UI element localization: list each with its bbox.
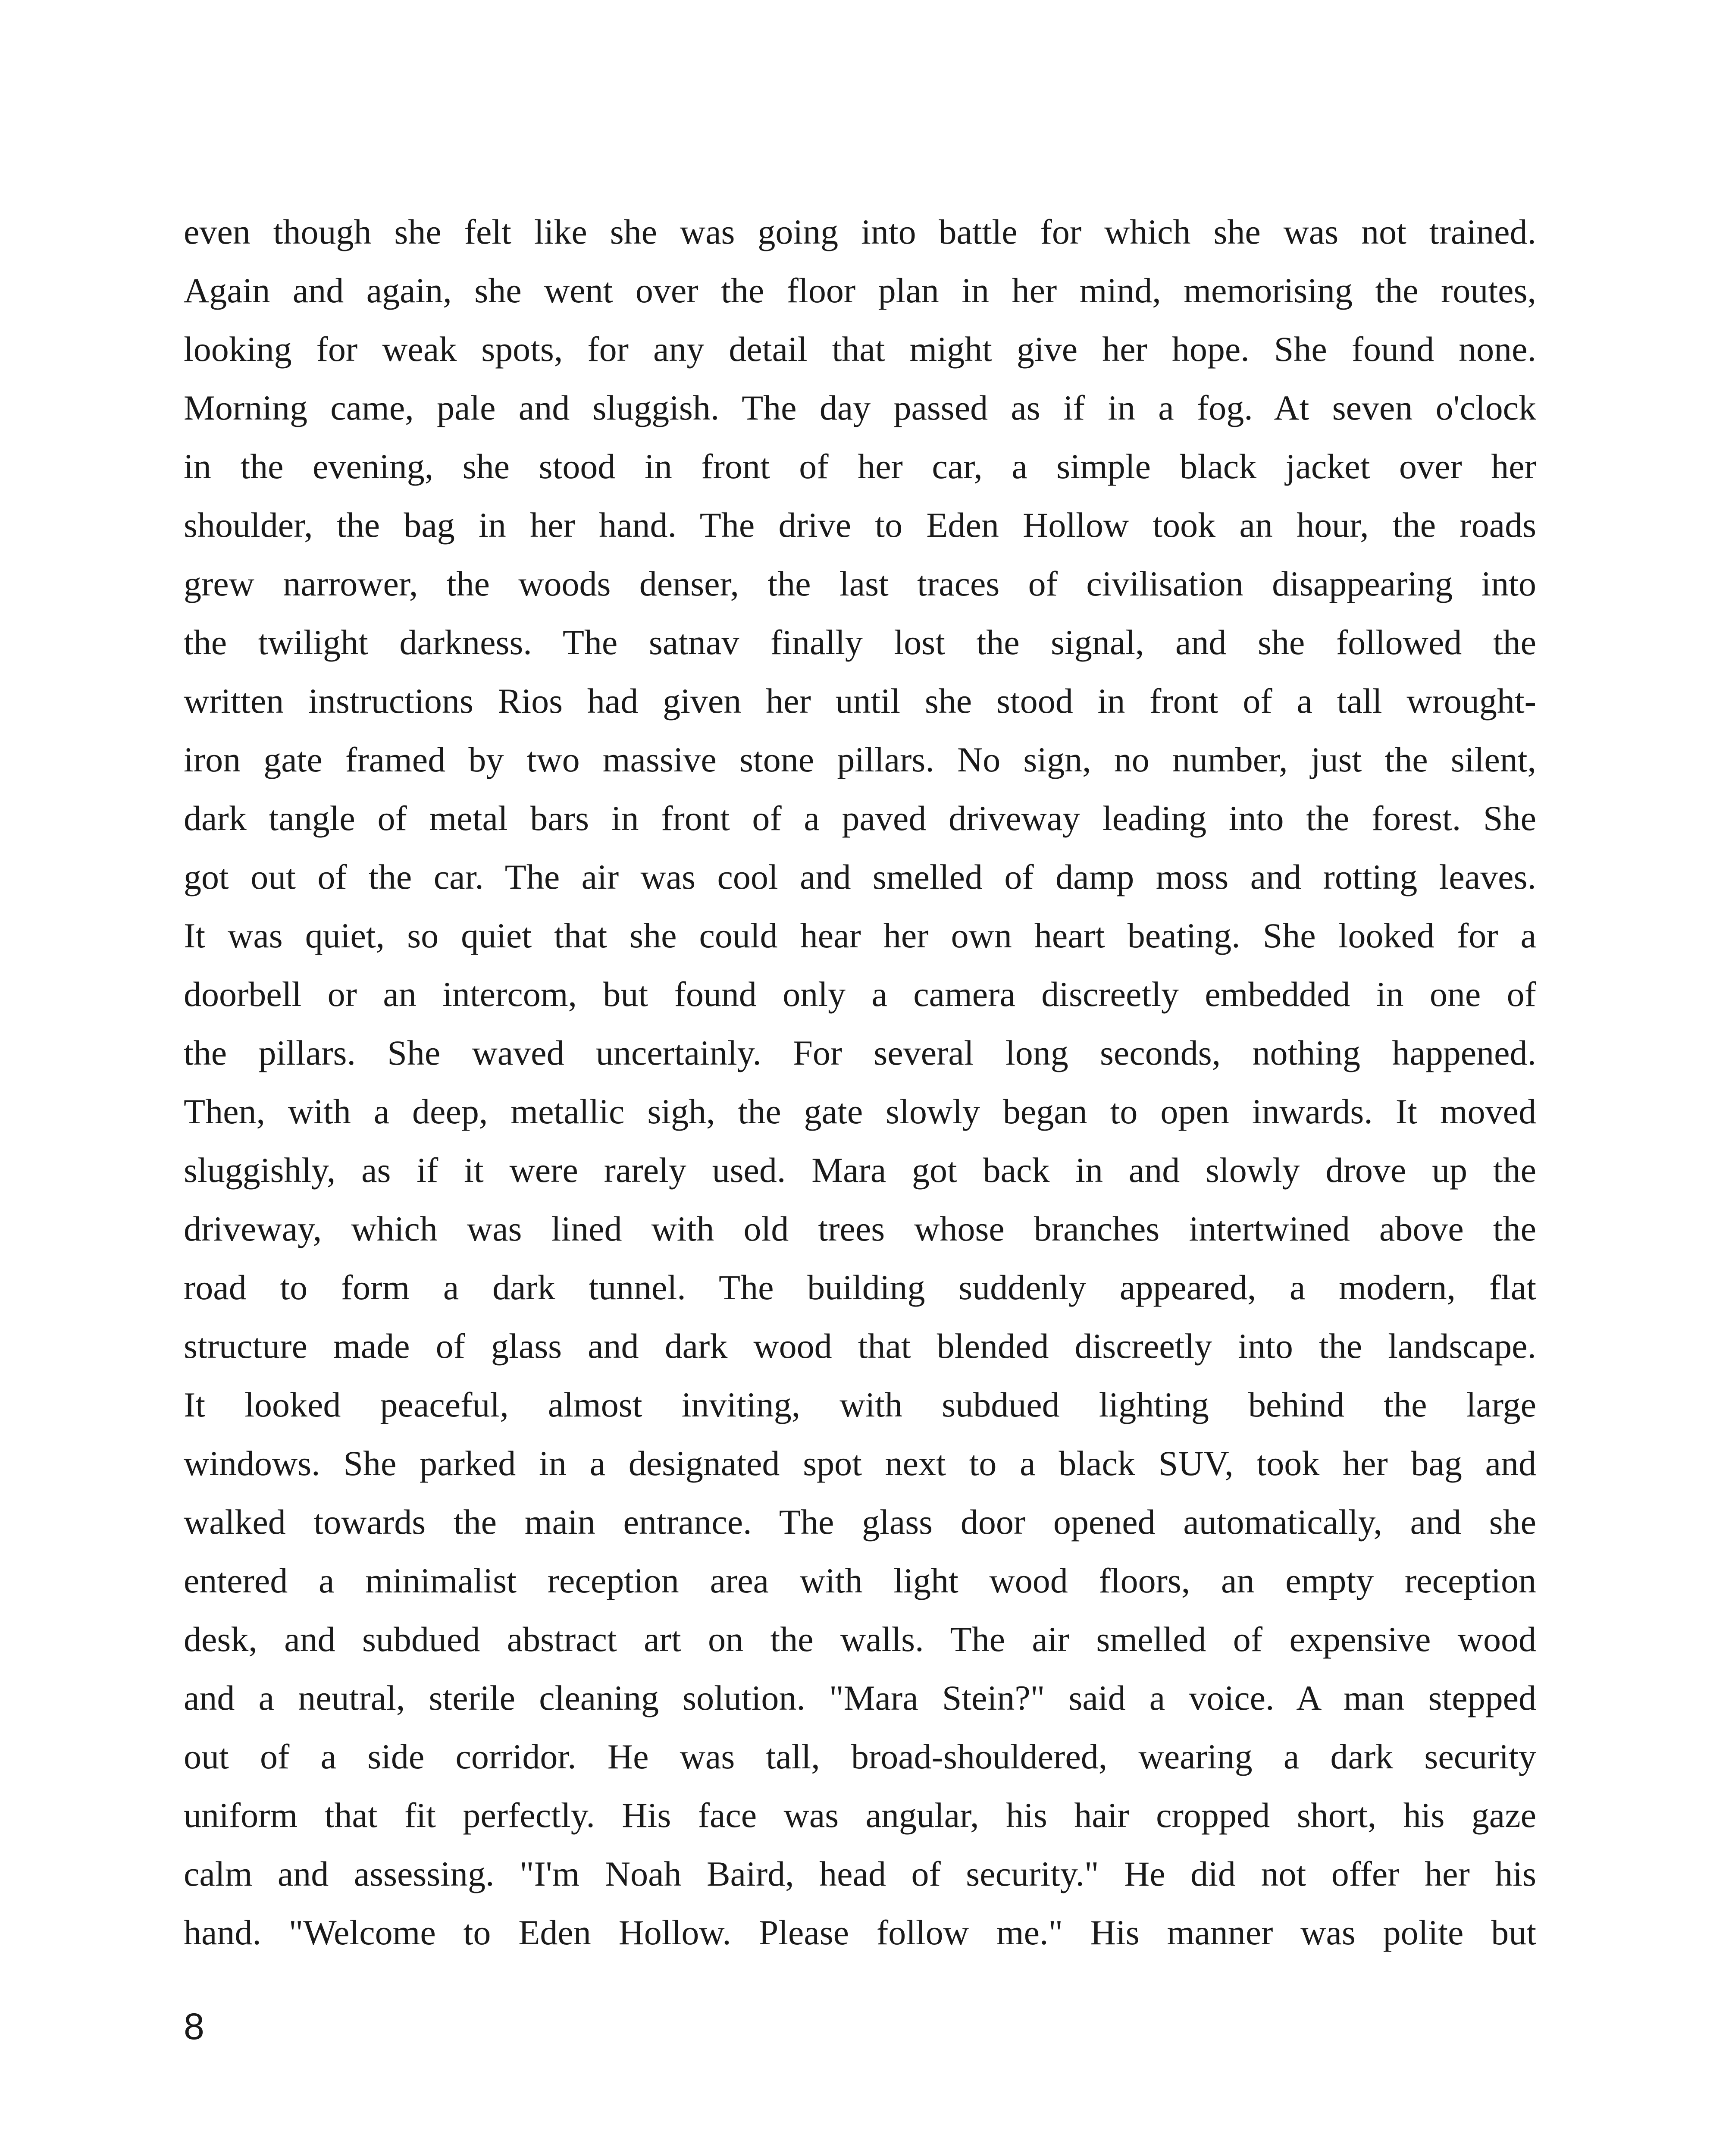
text-line: doorbell or an intercom, but found only a camera discreetly embedded in one of: [184, 975, 1536, 1014]
text-line: even though she felt like she was going into battle for which she was not trained.: [184, 212, 1536, 251]
text-line: hand. "Welcome to Eden Hollow. Please follow me." His manner was polite but: [184, 1913, 1536, 1952]
page-number: 8: [184, 2006, 204, 2047]
text-line: shoulder, the bag in her hand. The drive to Eden Hollow took an hour, the roads: [184, 505, 1536, 545]
text-line: the pillars. She waved uncertainly. For several long seconds, nothing happened.: [184, 1033, 1536, 1072]
text-line: in the evening, she stood in front of her car, a simple black jacket over her: [184, 447, 1536, 486]
text-line: the twilight darkness. The satnav finally lost the signal, and she followed the: [184, 623, 1536, 662]
body-text: [184, 203, 1536, 1962]
text-line: got out of the car. The air was cool and smelled of damp moss and rotting leaves.: [184, 857, 1536, 896]
text-line: calm and assessing. "I'm Noah Baird, head of security." He did not offer her his: [184, 1854, 1536, 1893]
text-line: It looked peaceful, almost inviting, with subdued lighting behind the large: [184, 1385, 1536, 1424]
text-line: road to form a dark tunnel. The building suddenly appeared, a modern, flat: [184, 1268, 1536, 1307]
text-line: dark tangle of metal bars in front of a paved driveway leading into the forest. She: [184, 799, 1536, 838]
text-line: looking for weak spots, for any detail that might give her hope. She found none.: [184, 329, 1536, 369]
text-line: written instructions Rios had given her until she stood in front of a tall wrought-: [184, 681, 1536, 721]
text-line: walked towards the main entrance. The glass door opened automatically, and she: [184, 1502, 1536, 1542]
text-line: and a neutral, sterile cleaning solution. "Mara Stein?" said a voice. A man stepped: [184, 1678, 1536, 1717]
text-line: out of a side corridor. He was tall, broad-shouldered, wearing a dark security: [184, 1737, 1536, 1776]
text-line: structure made of glass and dark wood that blended discreetly into the landscape.: [184, 1326, 1536, 1366]
text-line: Again and again, she went over the floor plan in her mind, memorising the routes,: [184, 271, 1536, 310]
text-line: It was quiet, so quiet that she could hear her own heart beating. She looked for a: [184, 916, 1536, 955]
text-line: iron gate framed by two massive stone pillars. No sign, no number, just the silent,: [184, 740, 1536, 779]
text-line: grew narrower, the woods denser, the last traces of civilisation disappearing into: [184, 564, 1536, 603]
text-line: sluggishly, as if it were rarely used. Mara got back in and slowly drove up the: [184, 1150, 1536, 1190]
text-line: driveway, which was lined with old trees whose branches intertwined above the: [184, 1209, 1536, 1248]
text-line: Morning came, pale and sluggish. The day passed as if in a fog. At seven o'clock: [184, 388, 1536, 427]
text-line: desk, and subdued abstract art on the walls. The air smelled of expensive wood: [184, 1620, 1536, 1659]
text-line: windows. She parked in a designated spot next to a black SUV, took her bag and: [184, 1444, 1536, 1483]
text-line: entered a minimalist reception area with light wood floors, an empty reception: [184, 1561, 1536, 1600]
text-line: Then, with a deep, metallic sigh, the gate slowly began to open inwards. It moved: [184, 1092, 1536, 1131]
text-line: uniform that fit perfectly. His face was angular, his hair cropped short, his gaze: [184, 1796, 1536, 1835]
